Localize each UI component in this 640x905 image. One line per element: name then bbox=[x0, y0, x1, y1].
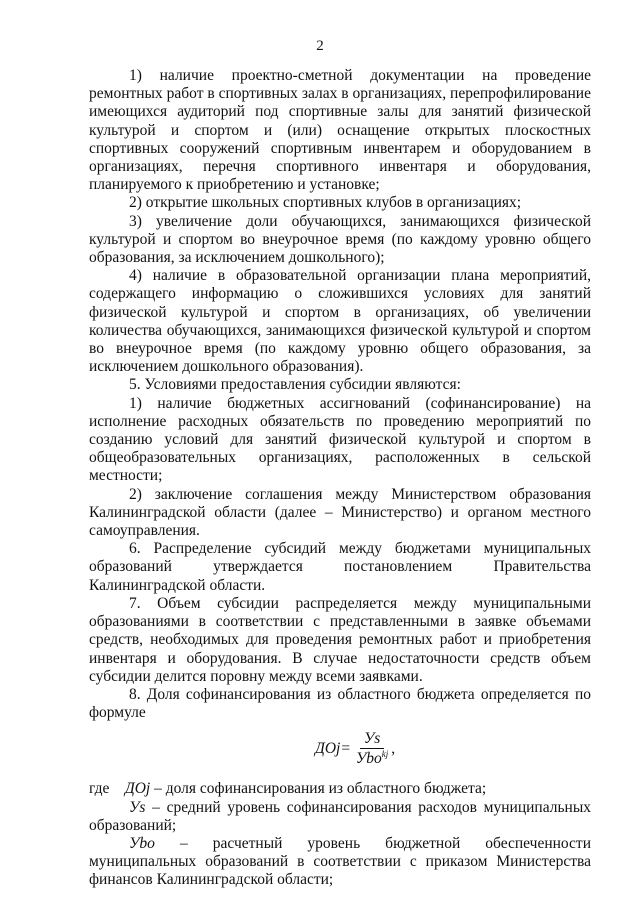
where-word: где bbox=[89, 780, 110, 798]
paragraph-item-3: 3) увеличение доли обучающихся, занимающихся физической культурой и спортом во внеурочное время (по каждому уровню общего образования, за исключением дошкольного); bbox=[89, 212, 591, 267]
paragraph-item-2: 2) открытие школьных спортивных клубов в организациях; bbox=[129, 194, 522, 212]
definition-text: – средний уровень софинансирования расходов муниципальных образований; bbox=[89, 798, 591, 834]
paragraph-section-8: 8. Доля софинансирования из областного бюджета определяется по формуле bbox=[89, 685, 591, 722]
document-body bbox=[89, 67, 591, 890]
definition-symbol: ДОj bbox=[124, 780, 151, 798]
formula-denominator: Уbo bbox=[355, 750, 382, 768]
definition-text: – доля софинансирования из областного бюджета; bbox=[150, 780, 487, 798]
definition-text: – расчетный уровень бюджетной обеспеченности муниципальных образований в соответствии с приказом Министерства финансов Калининградской области; bbox=[89, 834, 591, 889]
formula-block bbox=[89, 722, 591, 780]
definition-symbol: Уs bbox=[129, 798, 146, 816]
paragraph-condition-2: 2) заключение соглашения между Министерством образования Калининградской области (далее – Министерство) и органом местного самоуправления. bbox=[89, 485, 591, 540]
definition-item-3 bbox=[89, 835, 591, 890]
formula-denominator-wrap bbox=[354, 749, 390, 767]
formula bbox=[315, 730, 395, 767]
definition-symbol: Уbo bbox=[129, 834, 155, 852]
definition-item-1 bbox=[89, 780, 591, 798]
formula-denominator-sup: kj bbox=[381, 749, 389, 760]
formula-equals: = bbox=[340, 739, 351, 757]
page-number: 2 bbox=[316, 38, 324, 54]
paragraph-section-5: 5. Условиями предоставления субсидии являются: bbox=[129, 376, 461, 394]
paragraph-item-1: 1) наличие проектно-сметной документации на проведение ремонтных работ в спортивных залах в организациях, перепрофилирование имеющихся аудиторий под спортивные залы для занятий физической культурой и спортом и (или) оснащение открытых плоскостных спортивных сооружений спортивным инвентарем и оборудованием в организациях, перечня спортивного инвентаря и оборудования, планируемого к приобретению и установке; bbox=[89, 67, 591, 194]
paragraph-condition-1: 1) наличие бюджетных ассигнований (софинансирование) на исполнение расходных обязательств по проведению мероприятий по созданию условий для занятий физической культурой и спортом в общеобразовательных организациях, расположенных в сельской местности; bbox=[89, 394, 591, 485]
paragraph-item-4: 4) наличие в образовательной организации плана мероприятий, содержащего информацию о сложившихся условиях для занятий физической культурой и спортом в организациях, об увеличении количества обучающихся, занимающихся физической культурой и спортом во внеурочное время (по каждому уровню общего образования, за исключением дошкольного образования). bbox=[89, 267, 591, 376]
formula-lhs: ДОj bbox=[315, 739, 341, 757]
paragraph-section-6: 6. Распределение субсидий между бюджетами муниципальных образований утверждается постановлением Правительства Калининградской области. bbox=[89, 540, 591, 594]
formula-numerator: Уs bbox=[360, 730, 384, 749]
definition-item-2 bbox=[89, 799, 591, 835]
paragraph-section-7: 7. Объем субсидии распределяется между муниципальными образованиями в соответствии с представленными в заявке объемами средств, необходимых для проведения ремонтных работ и приобретения инвентаря и оборудования. В случае недостаточности средств объем субсидии делится поровну между всеми заявками. bbox=[89, 594, 591, 685]
formula-trailing: , bbox=[391, 739, 396, 757]
formula-fraction bbox=[354, 730, 390, 767]
